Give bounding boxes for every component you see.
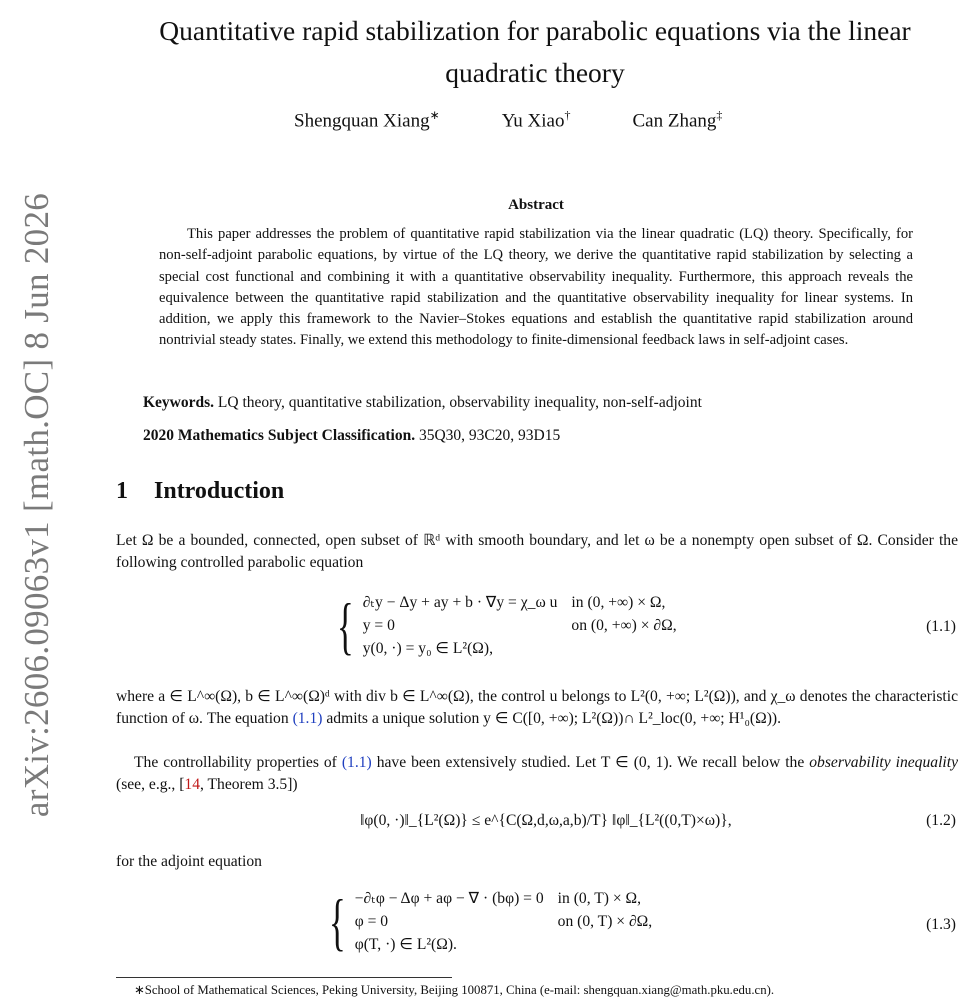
equation-reference-link[interactable]: (1.1) [341, 754, 372, 771]
keywords [143, 394, 943, 412]
section-number: 1 [116, 478, 128, 504]
intro-paragraph: for the adjoint equation [116, 853, 262, 870]
author [502, 108, 571, 132]
intro-paragraph [116, 752, 958, 796]
equation-condition: in (0, T) × Ω, [557, 890, 642, 907]
paragraph-text: where a ∈ L^∞(Ω), b ∈ L^∞(Ω)ᵈ with div b ∈ L^∞(Ω), the control u belongs to L²(0, +∞; L²(Ω)), and χ_ω denotes the characteristic function of ω. The equation [116, 688, 958, 727]
author-footnote-mark: † [564, 108, 571, 122]
abstract-heading: Abstract [508, 197, 564, 213]
arxiv-identifier-text: arXiv:2606.09063v1 [math.OC] 8 Jun 2026 [17, 192, 56, 818]
equation-1-1 [330, 591, 677, 660]
section-title: Introduction [154, 478, 285, 504]
emphasis-text: observability inequality [809, 754, 958, 771]
author-list [294, 108, 722, 132]
abstract-text: This paper addresses the problem of quantitative rapid stabilization via the linear quadratic (LQ) theory. Specifically, for non-self-adjoint parabolic equations, by virtue of the LQ theory, we derive the quantitative rapid stabilization by selecting a special cost functional and combining it with a quantitative observability inequality. Furthermore, this approach reveals the equivalence between the quantitative rapid stabilization and the quantitative observability inequality for linear systems. In addition, we apply this framework to the Navier–Stokes equations and establish the quantitative rapid stabilization around nontrivial steady states. Finally, we extend this methodology to finite-dimensional feedback laws in self-adjoint cases. [159, 226, 913, 349]
equation-condition: on (0, +∞) × ∂Ω, [571, 617, 677, 634]
author-name: Can Zhang [632, 110, 717, 132]
equation-line: ∂ₜy − Δy + ay + b · ∇y = χ_ω u [362, 594, 558, 611]
intro-paragraph: Let Ω be a bounded, connected, open subset of ℝᵈ with smooth boundary, and let ω be a nonempty open subset of Ω. Consider the following controlled parabolic equation [116, 532, 958, 571]
author [294, 108, 440, 132]
equation-line: y(0, ·) = y₀ ∈ L²(Ω), [362, 640, 493, 657]
section-heading [116, 478, 284, 505]
abstract-body [159, 224, 913, 352]
msc-text: 35Q30, 93C20, 93D15 [418, 427, 561, 444]
author-name: Shengquan Xiang [294, 110, 430, 132]
paragraph-text: , Theorem 3.5]) [200, 776, 298, 793]
intro-paragraph [116, 686, 958, 730]
equation-condition: on (0, T) × ∂Ω, [557, 913, 653, 930]
equation-condition [557, 637, 676, 660]
msc-classification [143, 427, 943, 445]
paragraph-text: (see, e.g., [ [116, 776, 185, 793]
author [633, 108, 723, 132]
equation-number: (1.3) [926, 916, 956, 933]
author-footnote-mark: ∗ [429, 108, 440, 122]
keywords-text: LQ theory, quantitative stabilization, observability inequality, non-self-adjoint [217, 394, 702, 411]
paragraph-text: have been extensively studied. Let T ∈ (0, 1). We recall below the [371, 754, 810, 771]
equation-system [355, 887, 652, 956]
author-footnote-mark: ‡ [716, 108, 723, 122]
citation-link[interactable]: 14 [184, 776, 200, 793]
equation-line: φ = 0 [354, 913, 389, 930]
paper-title: Quantitative rapid stabilization for parabolic equations via the linear quadratic theory [159, 15, 911, 88]
paragraph-text: admits a unique solution y ∈ C([0, +∞); L²(Ω))∩ L²_loc(0, +∞; H¹₀(Ω)). [322, 710, 781, 727]
equation-line: −∂ₜφ − Δφ + aφ − ∇ · (bφ) = 0 [354, 890, 544, 907]
equation-line: φ(T, ·) ∈ L²(Ω). [354, 936, 457, 953]
msc-label: 2020 Mathematics Subject Classification. [143, 427, 416, 444]
keywords-label: Keywords. [143, 394, 215, 411]
equation-line: y = 0 [362, 617, 395, 634]
arxiv-identifier-stamp [14, 180, 60, 830]
left-brace: { [336, 589, 354, 661]
author-name: Yu Xiao [501, 110, 565, 132]
equation-number: (1.2) [926, 812, 956, 829]
equation-system [363, 591, 677, 660]
equation-condition [544, 933, 653, 956]
equation-condition: in (0, +∞) × Ω, [571, 594, 666, 611]
paragraph-text: The controllability properties of [134, 754, 342, 771]
equation-number: (1.1) [926, 618, 956, 635]
equation-reference-link[interactable]: (1.1) [292, 710, 323, 727]
footnote-divider [116, 977, 452, 978]
equation-1-3 [322, 887, 652, 956]
equation-1-2: ‖φ(0, ·)‖_{L²(Ω)} ≤ e^{C(Ω,d,ω,a,b)/T} ‖φ‖_{L²((0,T)×ω)}, [360, 812, 732, 829]
footnote: ∗School of Mathematical Sciences, Peking University, Beijing 100871, China (e-mail: shengquan.xiang@math.pku.edu.cn). [134, 983, 775, 997]
left-brace: { [328, 885, 346, 957]
